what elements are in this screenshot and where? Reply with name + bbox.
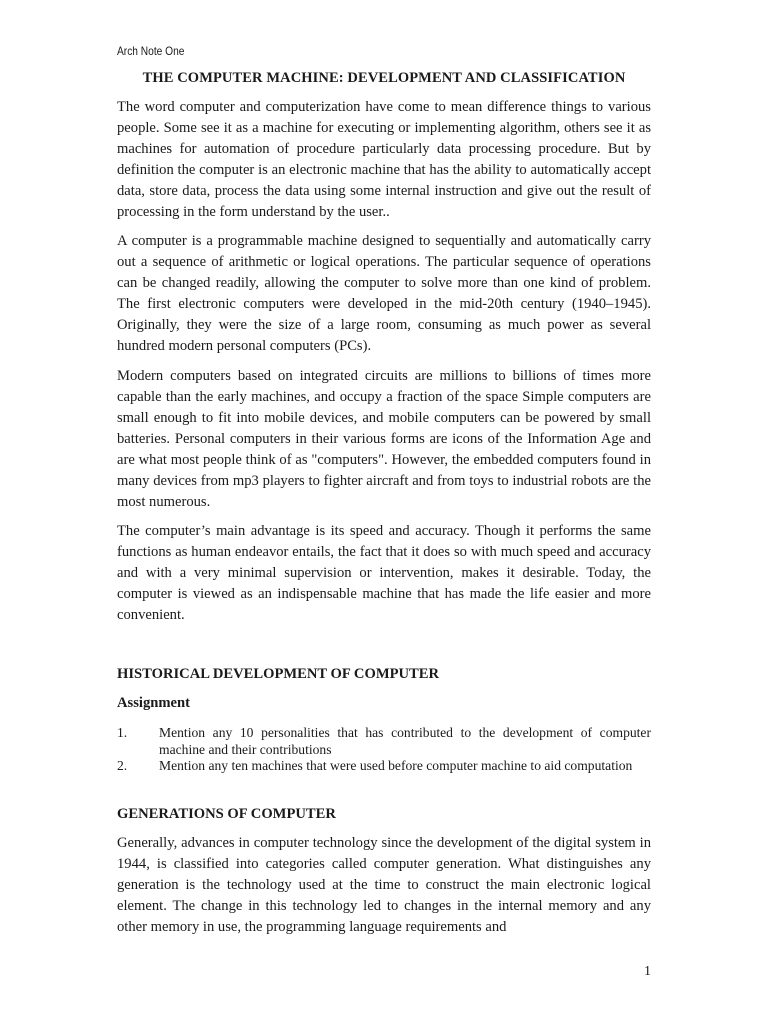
paragraph-definition: The word computer and computerization have come to mean difference things to various people. Some see it as a machine for executing or implementing algorithm, others see it as machines for automation of procedure particularly data processing procedure. But by definition the computer is an electronic machine that has the ability to automatically accept data, store data, process the data using some internal instruction and give out the result of processing in the form understand by the user..	[117, 99, 651, 220]
paragraph-programmable: A computer is a programmable machine designed to sequentially and automatically carry out a sequence of arithmetic or logical operations. The particular sequence of operations can be changed readily, allowing the computer to solve more than one kind of problem. The first electronic computers were developed in the mid-20th century (1940–1945). Originally, they were the size of a large room, consuming as much power as several hundred modern personal computers (PCs).	[117, 233, 651, 354]
heading-historical: HISTORICAL DEVELOPMENT OF COMPUTER	[117, 666, 440, 682]
paragraph-modern: Modern computers based on integrated circuits are millions to billions of times more capable than the early machines, and occupy a fraction of the space Simple computers are small enough to fit into mobile devices, and mobile computers can be powered by small batteries. Personal computers in their various forms are icons of the Information Age and are what most people think of as "computers". However, the embedded computers found in many devices from mp3 players to fighter aircraft and from toys to industrial robots are the most numerous.	[117, 368, 651, 510]
list-item	[117, 725, 651, 758]
paragraph-advantage: The computer’s main advantage is its speed and accuracy. Though it performs the same functions as human endeavor entails, the fact that it does so with much speed and accuracy and with a very minimal supervision or intervention, makes it desirable. Today, the computer is viewed as an indispensable machine that has made the life easier and more convenient.	[117, 523, 651, 623]
document-title: THE COMPUTER MACHINE: DEVELOPMENT AND CLASSIFICATION	[142, 70, 626, 86]
list-item-number: 1.	[117, 725, 128, 740]
list-item	[117, 758, 651, 775]
heading-generations: GENERATIONS OF COMPUTER	[117, 806, 336, 822]
list-item-text: Mention any ten machines that were used before computer machine to aid computation	[159, 758, 633, 773]
assignment-list	[117, 725, 651, 775]
list-item-number: 2.	[117, 758, 128, 773]
header-note: Arch Note One	[117, 44, 185, 58]
paragraph-generations: Generally, advances in computer technology since the development of the digital system in 1944, is classified into categories called computer generation. What distinguishes any generation is the technology used at the time to construct the main electronic logical element. The change in this technology led to changes in the internal memory and any other memory in use, the programming language requirements and	[117, 835, 651, 935]
list-item-text: Mention any 10 personalities that has contributed to the development of computer machine and their contributions	[159, 725, 651, 757]
heading-assignment: Assignment	[117, 695, 190, 711]
page-number: 1	[644, 964, 651, 979]
